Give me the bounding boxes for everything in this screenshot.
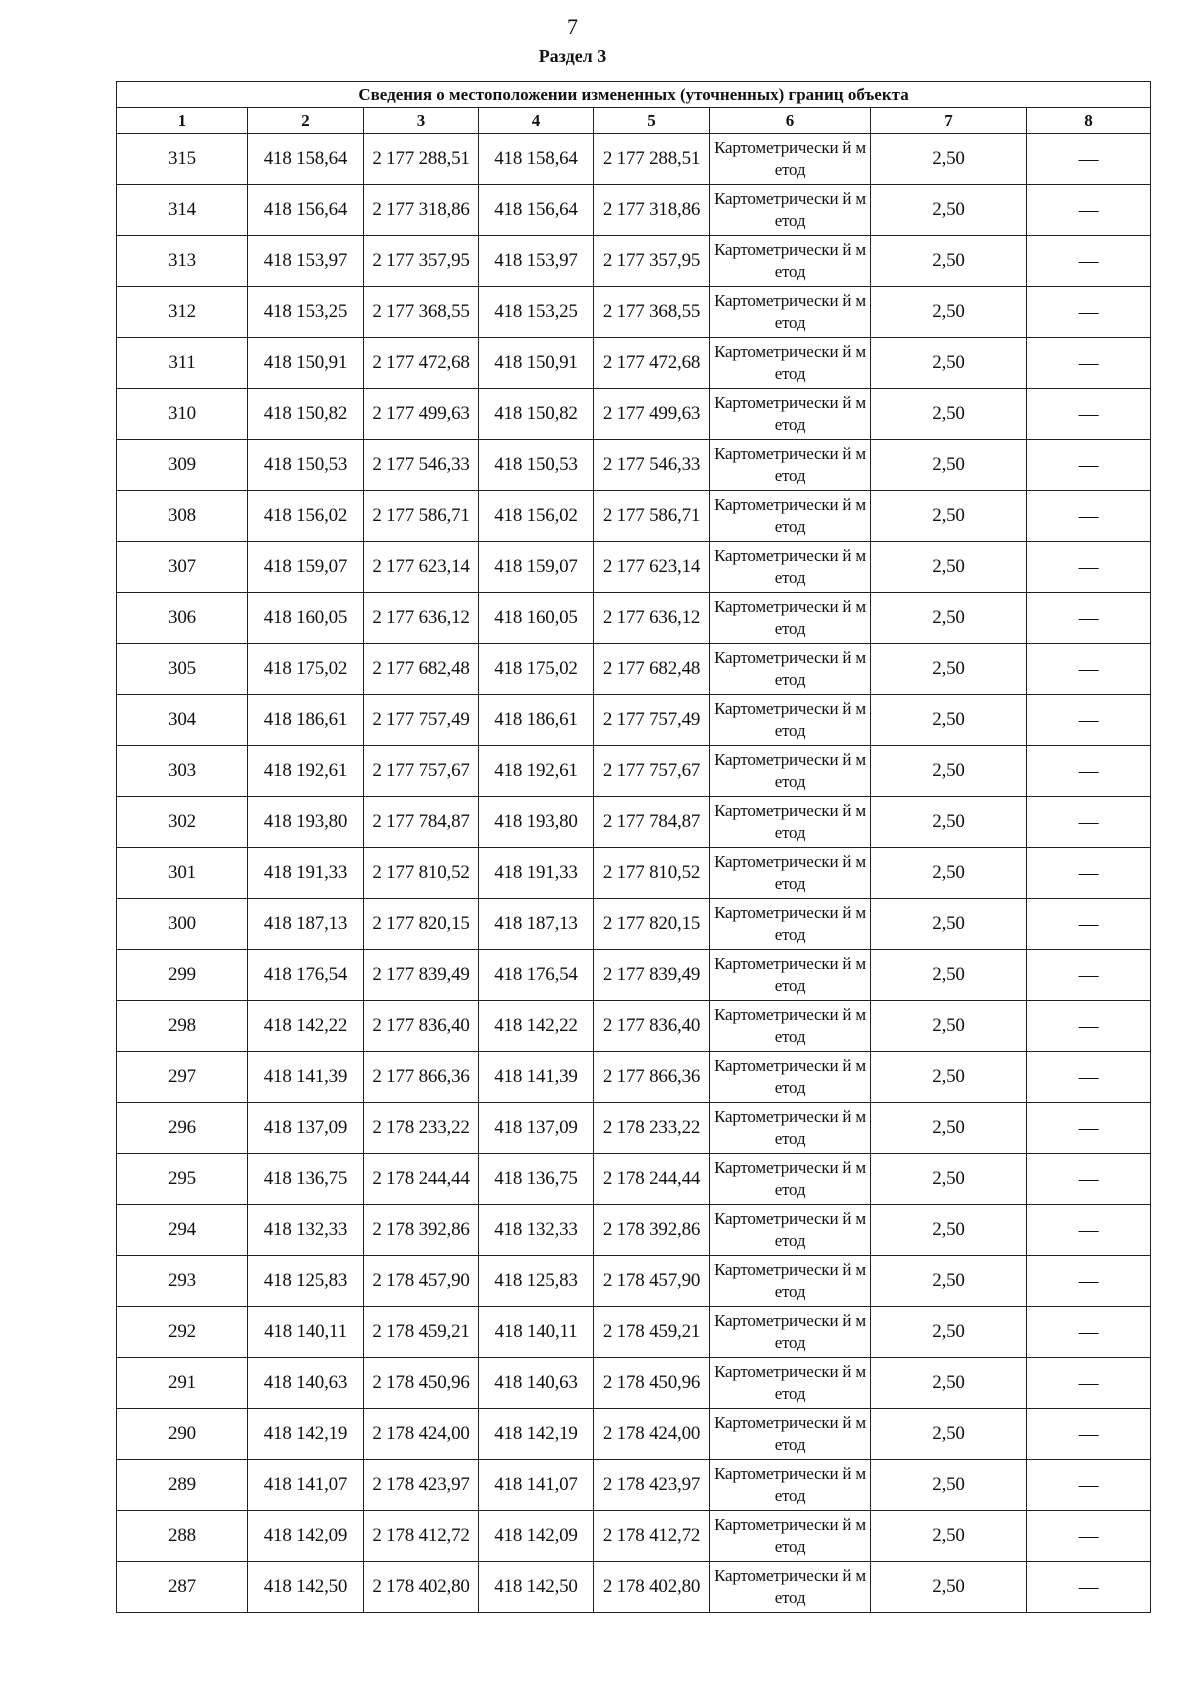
page-number: 7 xyxy=(567,14,578,39)
cell-method: Картометрически й метод xyxy=(710,1052,871,1103)
cell-y-existing: 2 177 810,52 xyxy=(364,848,479,899)
cell-point-number: 298 xyxy=(117,1001,248,1052)
cell-description: — xyxy=(1027,1307,1151,1358)
cell-description: — xyxy=(1027,797,1151,848)
cell-point-number: 308 xyxy=(117,491,248,542)
cell-x-new: 418 142,50 xyxy=(479,1562,594,1613)
cell-accuracy: 2,50 xyxy=(871,1256,1027,1307)
cell-x-new: 418 142,22 xyxy=(479,1001,594,1052)
cell-x-existing: 418 191,33 xyxy=(248,848,364,899)
table-row xyxy=(117,1409,1151,1460)
cell-y-existing: 2 178 457,90 xyxy=(364,1256,479,1307)
table-row xyxy=(117,542,1151,593)
cell-method: Картометрически й метод xyxy=(710,797,871,848)
cell-x-new: 418 159,07 xyxy=(479,542,594,593)
table-row xyxy=(117,287,1151,338)
table-row xyxy=(117,1103,1151,1154)
cell-x-new: 418 150,53 xyxy=(479,440,594,491)
cell-method: Картометрически й метод xyxy=(710,695,871,746)
cell-description: — xyxy=(1027,950,1151,1001)
cell-method: Картометрически й метод xyxy=(710,134,871,185)
cell-y-existing: 2 177 820,15 xyxy=(364,899,479,950)
cell-description: — xyxy=(1027,134,1151,185)
cell-point-number: 290 xyxy=(117,1409,248,1460)
cell-y-new: 2 177 499,63 xyxy=(594,389,710,440)
cell-x-new: 418 142,09 xyxy=(479,1511,594,1562)
cell-description: — xyxy=(1027,1205,1151,1256)
cell-method: Картометрически й метод xyxy=(710,491,871,542)
table-row xyxy=(117,695,1151,746)
cell-y-new: 2 177 636,12 xyxy=(594,593,710,644)
cell-accuracy: 2,50 xyxy=(871,1001,1027,1052)
cell-method: Картометрически й метод xyxy=(710,236,871,287)
cell-y-existing: 2 177 636,12 xyxy=(364,593,479,644)
table-row xyxy=(117,1358,1151,1409)
cell-y-existing: 2 177 682,48 xyxy=(364,644,479,695)
cell-method: Картометрически й метод xyxy=(710,1409,871,1460)
cell-x-existing: 418 187,13 xyxy=(248,899,364,950)
boundary-points-table xyxy=(116,81,1151,1613)
cell-method: Картометрически й метод xyxy=(710,1460,871,1511)
table-row xyxy=(117,1154,1151,1205)
cell-x-existing: 418 141,39 xyxy=(248,1052,364,1103)
cell-point-number: 306 xyxy=(117,593,248,644)
cell-y-existing: 2 178 459,21 xyxy=(364,1307,479,1358)
cell-accuracy: 2,50 xyxy=(871,695,1027,746)
cell-x-existing: 418 125,83 xyxy=(248,1256,364,1307)
table-row xyxy=(117,644,1151,695)
cell-y-new: 2 178 233,22 xyxy=(594,1103,710,1154)
table-caption: Сведения о местоположении измененных (уточненных) границ объекта xyxy=(117,82,1151,108)
cell-y-new: 2 177 368,55 xyxy=(594,287,710,338)
cell-accuracy: 2,50 xyxy=(871,644,1027,695)
cell-x-new: 418 150,82 xyxy=(479,389,594,440)
cell-accuracy: 2,50 xyxy=(871,440,1027,491)
cell-method: Картометрически й метод xyxy=(710,1256,871,1307)
cell-x-existing: 418 150,91 xyxy=(248,338,364,389)
cell-x-new: 418 186,61 xyxy=(479,695,594,746)
cell-point-number: 295 xyxy=(117,1154,248,1205)
cell-method: Картометрически й метод xyxy=(710,1154,871,1205)
table-row xyxy=(117,1511,1151,1562)
cell-accuracy: 2,50 xyxy=(871,797,1027,848)
cell-y-new: 2 178 457,90 xyxy=(594,1256,710,1307)
cell-method: Картометрически й метод xyxy=(710,1205,871,1256)
cell-x-new: 418 136,75 xyxy=(479,1154,594,1205)
cell-x-existing: 418 153,97 xyxy=(248,236,364,287)
cell-y-existing: 2 177 357,95 xyxy=(364,236,479,287)
cell-accuracy: 2,50 xyxy=(871,1460,1027,1511)
cell-accuracy: 2,50 xyxy=(871,746,1027,797)
cell-method: Картометрически й метод xyxy=(710,185,871,236)
cell-point-number: 294 xyxy=(117,1205,248,1256)
cell-accuracy: 2,50 xyxy=(871,848,1027,899)
cell-y-new: 2 178 423,97 xyxy=(594,1460,710,1511)
cell-y-new: 2 177 820,15 xyxy=(594,899,710,950)
column-number-8: 8 xyxy=(1027,108,1151,134)
cell-y-existing: 2 177 836,40 xyxy=(364,1001,479,1052)
cell-y-new: 2 177 586,71 xyxy=(594,491,710,542)
cell-accuracy: 2,50 xyxy=(871,1307,1027,1358)
cell-description: — xyxy=(1027,287,1151,338)
cell-method: Картометрически й метод xyxy=(710,899,871,950)
cell-point-number: 289 xyxy=(117,1460,248,1511)
cell-description: — xyxy=(1027,695,1151,746)
cell-description: — xyxy=(1027,1001,1151,1052)
cell-y-new: 2 177 288,51 xyxy=(594,134,710,185)
cell-method: Картометрически й метод xyxy=(710,542,871,593)
table-row xyxy=(117,134,1151,185)
table-row xyxy=(117,338,1151,389)
cell-y-existing: 2 177 839,49 xyxy=(364,950,479,1001)
table-row xyxy=(117,746,1151,797)
cell-point-number: 304 xyxy=(117,695,248,746)
cell-point-number: 297 xyxy=(117,1052,248,1103)
cell-point-number: 305 xyxy=(117,644,248,695)
cell-point-number: 314 xyxy=(117,185,248,236)
table-row xyxy=(117,185,1151,236)
cell-x-new: 418 153,97 xyxy=(479,236,594,287)
cell-y-new: 2 177 472,68 xyxy=(594,338,710,389)
cell-x-existing: 418 136,75 xyxy=(248,1154,364,1205)
cell-x-new: 418 150,91 xyxy=(479,338,594,389)
cell-x-existing: 418 158,64 xyxy=(248,134,364,185)
table-row xyxy=(117,1307,1151,1358)
cell-y-new: 2 178 412,72 xyxy=(594,1511,710,1562)
cell-y-existing: 2 178 424,00 xyxy=(364,1409,479,1460)
cell-x-new: 418 132,33 xyxy=(479,1205,594,1256)
cell-method: Картометрически й метод xyxy=(710,848,871,899)
cell-x-existing: 418 159,07 xyxy=(248,542,364,593)
cell-x-existing: 418 141,07 xyxy=(248,1460,364,1511)
cell-description: — xyxy=(1027,236,1151,287)
cell-x-new: 418 142,19 xyxy=(479,1409,594,1460)
cell-x-existing: 418 156,02 xyxy=(248,491,364,542)
cell-accuracy: 2,50 xyxy=(871,389,1027,440)
column-number-6: 6 xyxy=(710,108,871,134)
cell-description: — xyxy=(1027,1511,1151,1562)
cell-x-existing: 418 137,09 xyxy=(248,1103,364,1154)
cell-point-number: 309 xyxy=(117,440,248,491)
table-row xyxy=(117,797,1151,848)
cell-point-number: 312 xyxy=(117,287,248,338)
cell-accuracy: 2,50 xyxy=(871,1103,1027,1154)
cell-accuracy: 2,50 xyxy=(871,899,1027,950)
cell-accuracy: 2,50 xyxy=(871,134,1027,185)
table-caption-row xyxy=(117,82,1151,108)
cell-x-new: 418 158,64 xyxy=(479,134,594,185)
cell-method: Картометрически й метод xyxy=(710,287,871,338)
cell-accuracy: 2,50 xyxy=(871,1052,1027,1103)
table-row xyxy=(117,1562,1151,1613)
cell-accuracy: 2,50 xyxy=(871,185,1027,236)
cell-y-existing: 2 178 412,72 xyxy=(364,1511,479,1562)
cell-point-number: 287 xyxy=(117,1562,248,1613)
table-row xyxy=(117,389,1151,440)
table-row xyxy=(117,1256,1151,1307)
cell-accuracy: 2,50 xyxy=(871,287,1027,338)
cell-x-existing: 418 176,54 xyxy=(248,950,364,1001)
cell-x-new: 418 137,09 xyxy=(479,1103,594,1154)
cell-description: — xyxy=(1027,542,1151,593)
cell-y-new: 2 178 244,44 xyxy=(594,1154,710,1205)
cell-x-existing: 418 132,33 xyxy=(248,1205,364,1256)
cell-accuracy: 2,50 xyxy=(871,1205,1027,1256)
table-row xyxy=(117,1205,1151,1256)
cell-description: — xyxy=(1027,491,1151,542)
cell-y-existing: 2 177 586,71 xyxy=(364,491,479,542)
cell-description: — xyxy=(1027,644,1151,695)
cell-x-new: 418 160,05 xyxy=(479,593,594,644)
cell-y-existing: 2 178 423,97 xyxy=(364,1460,479,1511)
cell-y-new: 2 178 450,96 xyxy=(594,1358,710,1409)
column-number-row xyxy=(117,108,1151,134)
cell-y-existing: 2 177 757,49 xyxy=(364,695,479,746)
cell-description: — xyxy=(1027,1409,1151,1460)
cell-accuracy: 2,50 xyxy=(871,236,1027,287)
cell-method: Картометрически й метод xyxy=(710,1103,871,1154)
cell-description: — xyxy=(1027,848,1151,899)
cell-x-new: 418 191,33 xyxy=(479,848,594,899)
cell-point-number: 299 xyxy=(117,950,248,1001)
table-row xyxy=(117,1052,1151,1103)
cell-x-new: 418 156,02 xyxy=(479,491,594,542)
column-number-4: 4 xyxy=(479,108,594,134)
cell-method: Картометрически й метод xyxy=(710,950,871,1001)
table-row xyxy=(117,899,1151,950)
cell-description: — xyxy=(1027,1154,1151,1205)
cell-y-new: 2 177 357,95 xyxy=(594,236,710,287)
cell-x-existing: 418 156,64 xyxy=(248,185,364,236)
cell-point-number: 302 xyxy=(117,797,248,848)
cell-y-new: 2 177 839,49 xyxy=(594,950,710,1001)
cell-description: — xyxy=(1027,185,1151,236)
cell-method: Картометрически й метод xyxy=(710,1511,871,1562)
cell-description: — xyxy=(1027,899,1151,950)
cell-description: — xyxy=(1027,338,1151,389)
column-number-1: 1 xyxy=(117,108,248,134)
cell-accuracy: 2,50 xyxy=(871,1358,1027,1409)
cell-x-existing: 418 160,05 xyxy=(248,593,364,644)
cell-x-existing: 418 175,02 xyxy=(248,644,364,695)
cell-accuracy: 2,50 xyxy=(871,491,1027,542)
table-row xyxy=(117,236,1151,287)
cell-point-number: 311 xyxy=(117,338,248,389)
cell-accuracy: 2,50 xyxy=(871,1154,1027,1205)
cell-x-existing: 418 142,50 xyxy=(248,1562,364,1613)
cell-x-existing: 418 193,80 xyxy=(248,797,364,848)
cell-x-existing: 418 192,61 xyxy=(248,746,364,797)
section-title: Раздел 3 xyxy=(538,46,607,66)
cell-x-new: 418 175,02 xyxy=(479,644,594,695)
cell-y-new: 2 178 424,00 xyxy=(594,1409,710,1460)
cell-y-existing: 2 177 288,51 xyxy=(364,134,479,185)
cell-point-number: 288 xyxy=(117,1511,248,1562)
cell-y-new: 2 177 757,67 xyxy=(594,746,710,797)
cell-method: Картометрически й метод xyxy=(710,1001,871,1052)
cell-method: Картометрически й метод xyxy=(710,1562,871,1613)
cell-description: — xyxy=(1027,1358,1151,1409)
cell-x-new: 418 125,83 xyxy=(479,1256,594,1307)
table-row xyxy=(117,1460,1151,1511)
cell-x-new: 418 156,64 xyxy=(479,185,594,236)
cell-y-existing: 2 178 233,22 xyxy=(364,1103,479,1154)
cell-description: — xyxy=(1027,1256,1151,1307)
cell-point-number: 291 xyxy=(117,1358,248,1409)
cell-x-new: 418 141,07 xyxy=(479,1460,594,1511)
cell-y-existing: 2 177 368,55 xyxy=(364,287,479,338)
cell-x-existing: 418 142,09 xyxy=(248,1511,364,1562)
cell-y-new: 2 177 836,40 xyxy=(594,1001,710,1052)
cell-y-existing: 2 177 546,33 xyxy=(364,440,479,491)
cell-method: Картометрически й метод xyxy=(710,440,871,491)
cell-description: — xyxy=(1027,746,1151,797)
cell-y-new: 2 177 623,14 xyxy=(594,542,710,593)
cell-accuracy: 2,50 xyxy=(871,593,1027,644)
cell-accuracy: 2,50 xyxy=(871,950,1027,1001)
cell-y-existing: 2 178 392,86 xyxy=(364,1205,479,1256)
cell-method: Картометрически й метод xyxy=(710,1307,871,1358)
cell-accuracy: 2,50 xyxy=(871,1562,1027,1613)
table-row xyxy=(117,491,1151,542)
cell-point-number: 307 xyxy=(117,542,248,593)
cell-point-number: 293 xyxy=(117,1256,248,1307)
cell-x-new: 418 193,80 xyxy=(479,797,594,848)
cell-description: — xyxy=(1027,1460,1151,1511)
cell-y-new: 2 177 318,86 xyxy=(594,185,710,236)
cell-description: — xyxy=(1027,1562,1151,1613)
cell-y-new: 2 177 757,49 xyxy=(594,695,710,746)
cell-point-number: 303 xyxy=(117,746,248,797)
cell-description: — xyxy=(1027,440,1151,491)
cell-y-existing: 2 178 450,96 xyxy=(364,1358,479,1409)
cell-point-number: 315 xyxy=(117,134,248,185)
cell-point-number: 310 xyxy=(117,389,248,440)
cell-method: Картометрически й метод xyxy=(710,338,871,389)
cell-method: Картометрически й метод xyxy=(710,644,871,695)
cell-accuracy: 2,50 xyxy=(871,542,1027,593)
cell-x-new: 418 140,11 xyxy=(479,1307,594,1358)
cell-method: Картометрически й метод xyxy=(710,1358,871,1409)
cell-x-existing: 418 150,82 xyxy=(248,389,364,440)
cell-accuracy: 2,50 xyxy=(871,338,1027,389)
cell-y-new: 2 177 546,33 xyxy=(594,440,710,491)
cell-accuracy: 2,50 xyxy=(871,1409,1027,1460)
cell-x-existing: 418 140,11 xyxy=(248,1307,364,1358)
column-number-5: 5 xyxy=(594,108,710,134)
table-row xyxy=(117,593,1151,644)
cell-x-existing: 418 186,61 xyxy=(248,695,364,746)
cell-x-existing: 418 142,19 xyxy=(248,1409,364,1460)
cell-method: Картометрически й метод xyxy=(710,746,871,797)
table-header xyxy=(117,82,1151,134)
cell-y-new: 2 178 459,21 xyxy=(594,1307,710,1358)
cell-y-new: 2 177 866,36 xyxy=(594,1052,710,1103)
cell-y-new: 2 178 402,80 xyxy=(594,1562,710,1613)
table-row xyxy=(117,950,1151,1001)
cell-method: Картометрически й метод xyxy=(710,593,871,644)
cell-y-existing: 2 177 472,68 xyxy=(364,338,479,389)
cell-x-existing: 418 142,22 xyxy=(248,1001,364,1052)
cell-x-new: 418 141,39 xyxy=(479,1052,594,1103)
cell-x-existing: 418 150,53 xyxy=(248,440,364,491)
cell-x-new: 418 153,25 xyxy=(479,287,594,338)
cell-y-existing: 2 177 499,63 xyxy=(364,389,479,440)
column-number-3: 3 xyxy=(364,108,479,134)
cell-description: — xyxy=(1027,593,1151,644)
cell-y-existing: 2 177 784,87 xyxy=(364,797,479,848)
table-row xyxy=(117,848,1151,899)
cell-x-new: 418 176,54 xyxy=(479,950,594,1001)
cell-y-existing: 2 177 318,86 xyxy=(364,185,479,236)
cell-x-new: 418 140,63 xyxy=(479,1358,594,1409)
table-body xyxy=(117,134,1151,1613)
column-number-2: 2 xyxy=(248,108,364,134)
cell-x-new: 418 187,13 xyxy=(479,899,594,950)
cell-method: Картометрически й метод xyxy=(710,389,871,440)
cell-accuracy: 2,50 xyxy=(871,1511,1027,1562)
cell-y-new: 2 177 810,52 xyxy=(594,848,710,899)
cell-y-new: 2 178 392,86 xyxy=(594,1205,710,1256)
cell-y-existing: 2 177 866,36 xyxy=(364,1052,479,1103)
cell-point-number: 292 xyxy=(117,1307,248,1358)
cell-description: — xyxy=(1027,1052,1151,1103)
cell-x-existing: 418 153,25 xyxy=(248,287,364,338)
table-row xyxy=(117,440,1151,491)
cell-x-new: 418 192,61 xyxy=(479,746,594,797)
cell-y-new: 2 177 682,48 xyxy=(594,644,710,695)
cell-y-existing: 2 178 402,80 xyxy=(364,1562,479,1613)
column-number-7: 7 xyxy=(871,108,1027,134)
cell-description: — xyxy=(1027,1103,1151,1154)
cell-description: — xyxy=(1027,389,1151,440)
cell-y-existing: 2 177 623,14 xyxy=(364,542,479,593)
cell-point-number: 300 xyxy=(117,899,248,950)
cell-point-number: 301 xyxy=(117,848,248,899)
cell-y-new: 2 177 784,87 xyxy=(594,797,710,848)
cell-y-existing: 2 178 244,44 xyxy=(364,1154,479,1205)
cell-point-number: 313 xyxy=(117,236,248,287)
table-row xyxy=(117,1001,1151,1052)
cell-point-number: 296 xyxy=(117,1103,248,1154)
cell-x-existing: 418 140,63 xyxy=(248,1358,364,1409)
cell-y-existing: 2 177 757,67 xyxy=(364,746,479,797)
